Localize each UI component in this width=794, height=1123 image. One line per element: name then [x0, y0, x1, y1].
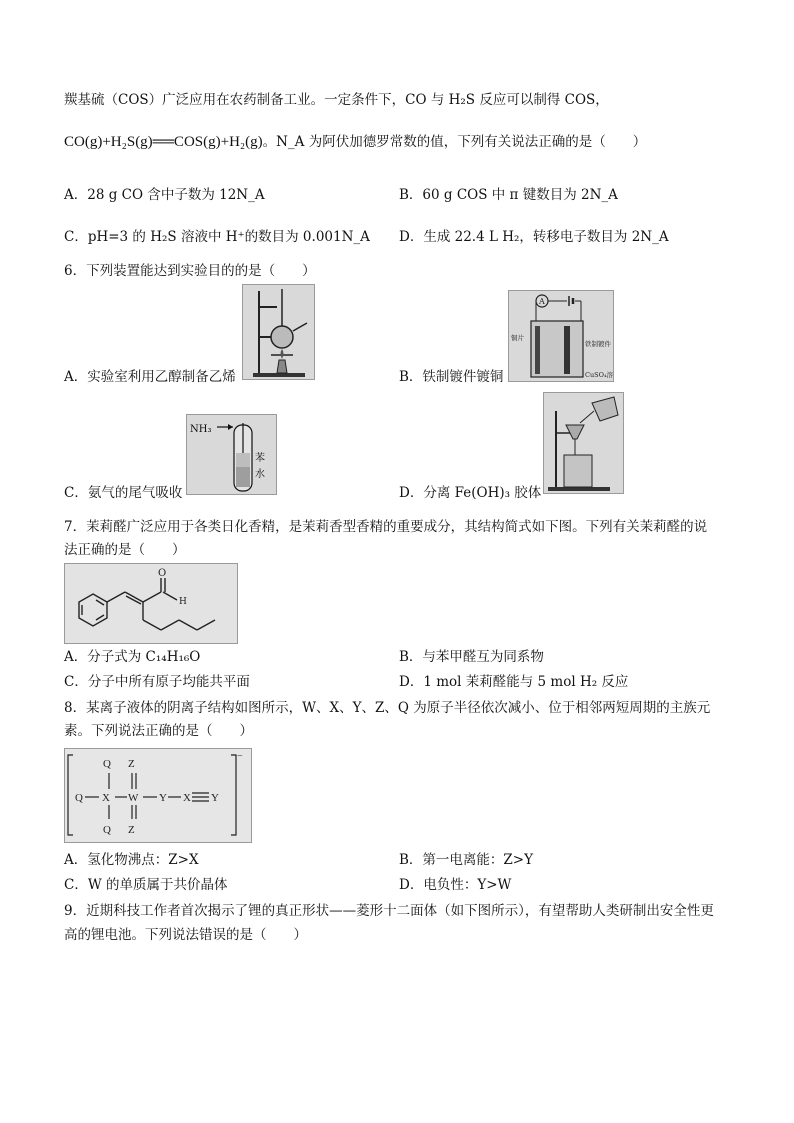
q6-figure-d [543, 392, 624, 494]
q8-stem-line2: 素。下列说法正确的是（ ） [64, 723, 253, 739]
q9-stem-line1: 9．近期科技工作者首次揭示了锂的真正形状——菱形十二面体（如下图所示），有望帮助人类研制出安全性更 [64, 903, 714, 919]
q5-option-c: C．pH=3 的 H₂S 溶液中 H⁺的数目为 0.001N_A [64, 229, 370, 245]
q5-equation: CO(g)+H₂S(g)══COS(g)+H₂(g) [64, 134, 263, 150]
q6-fig-b-right-label: 铁制镀件 [585, 340, 611, 348]
q7-option-d: D．1 mol 茉莉醛能与 5 mol H₂ 反应 [399, 674, 629, 690]
q5-option-b: B．60 g COS 中 π 键数目为 2N_A [399, 187, 618, 203]
q7-option-c: C．分子中所有原子均能共平面 [64, 674, 250, 690]
q7-option-b: B．与苯甲醛互为同系物 [399, 649, 544, 665]
q6-figure-b [508, 290, 614, 382]
q8-option-a: A．氢化物沸点：Z>X [64, 852, 199, 868]
q5-option-a: A．28 g CO 含中子数为 12N_A [64, 187, 265, 203]
q6-fig-c-gas-label: NH₃ [190, 424, 212, 435]
q5-stem-tail: 。N_A 为阿伏加德罗常数的值，下列有关说法正确的是（ ） [262, 134, 647, 150]
q8-option-c: C．W 的单质属于共价晶体 [64, 877, 228, 893]
q6-fig-b-solution-label: CuSO₄溶 [585, 371, 613, 379]
q8-atom-y-right: Y [211, 792, 219, 804]
q8-atom-y-middle: Y [159, 792, 167, 804]
q8-stem-line1: 8．某离子液体的阴离子结构如图所示，W、X、Y、Z、Q 为原子半径依次减小、位于相邻两短周期的主族元 [64, 700, 711, 716]
q8-atom-q-top: Q [103, 758, 111, 770]
q6-fig-b-left-label: 铜片 [511, 334, 524, 342]
q9-stem-line2: 高的锂电池。下列说法错误的是（ ） [64, 927, 307, 943]
q8-atom-z-top: Z [128, 758, 135, 770]
q8-option-d: D．电负性：Y>W [399, 877, 512, 893]
q5-stem-line1: 羰基硫（COS）广泛应用在农药制备工业。一定条件下，CO 与 H₂S 反应可以制得 COS， [64, 92, 609, 108]
q8-atom-q-bottom: Q [103, 824, 111, 836]
q6-fig-b-ammeter: A [539, 297, 545, 306]
q6-fig-c-water-label: 水 [255, 469, 265, 480]
q8-charge: − [237, 751, 243, 762]
q5-option-d: D．生成 22.4 L H₂，转移电子数目为 2N_A [399, 229, 669, 245]
q8-atom-q-left: Q [75, 792, 83, 804]
q6-option-a: A．实验室利用乙醇制备乙烯 [64, 369, 236, 385]
q7-stem-line2: 法正确的是（ ） [64, 542, 186, 558]
q7-option-a: A．分子式为 C₁₄H₁₆O [64, 649, 201, 665]
q8-atom-x-right: X [183, 792, 191, 804]
q8-atom-w: W [128, 792, 139, 804]
q8-atom-x-left: X [102, 792, 110, 804]
q6-figure-a [242, 284, 315, 380]
q8-structure-figure [64, 748, 252, 843]
q6-stem: 6．下列装置能达到实验目的的是（ ） [64, 263, 316, 279]
q7-stem-line1: 7．茉莉醛广泛应用于各类日化香精，是茉莉香型香精的重要成分，其结构简式如下图。下列有关茉莉醛的说 [64, 519, 708, 535]
q7-structure-o: O [158, 568, 167, 579]
q6-figure-c [186, 414, 277, 495]
q8-atom-z-bottom: Z [128, 824, 135, 836]
q5-stem-line2 [64, 133, 646, 151]
q6-option-b: B．铁制镀件镀铜 [399, 369, 504, 385]
q7-structure-h: H [179, 597, 187, 607]
q8-option-b: B．第一电离能：Z>Y [399, 852, 534, 868]
q6-fig-c-benzene-label: 苯 [255, 453, 265, 464]
q7-structure-figure [64, 563, 238, 644]
q6-option-c: C．氨气的尾气吸收 [64, 485, 183, 501]
q6-option-d: D．分离 Fe(OH)₃ 胶体 [399, 485, 542, 501]
